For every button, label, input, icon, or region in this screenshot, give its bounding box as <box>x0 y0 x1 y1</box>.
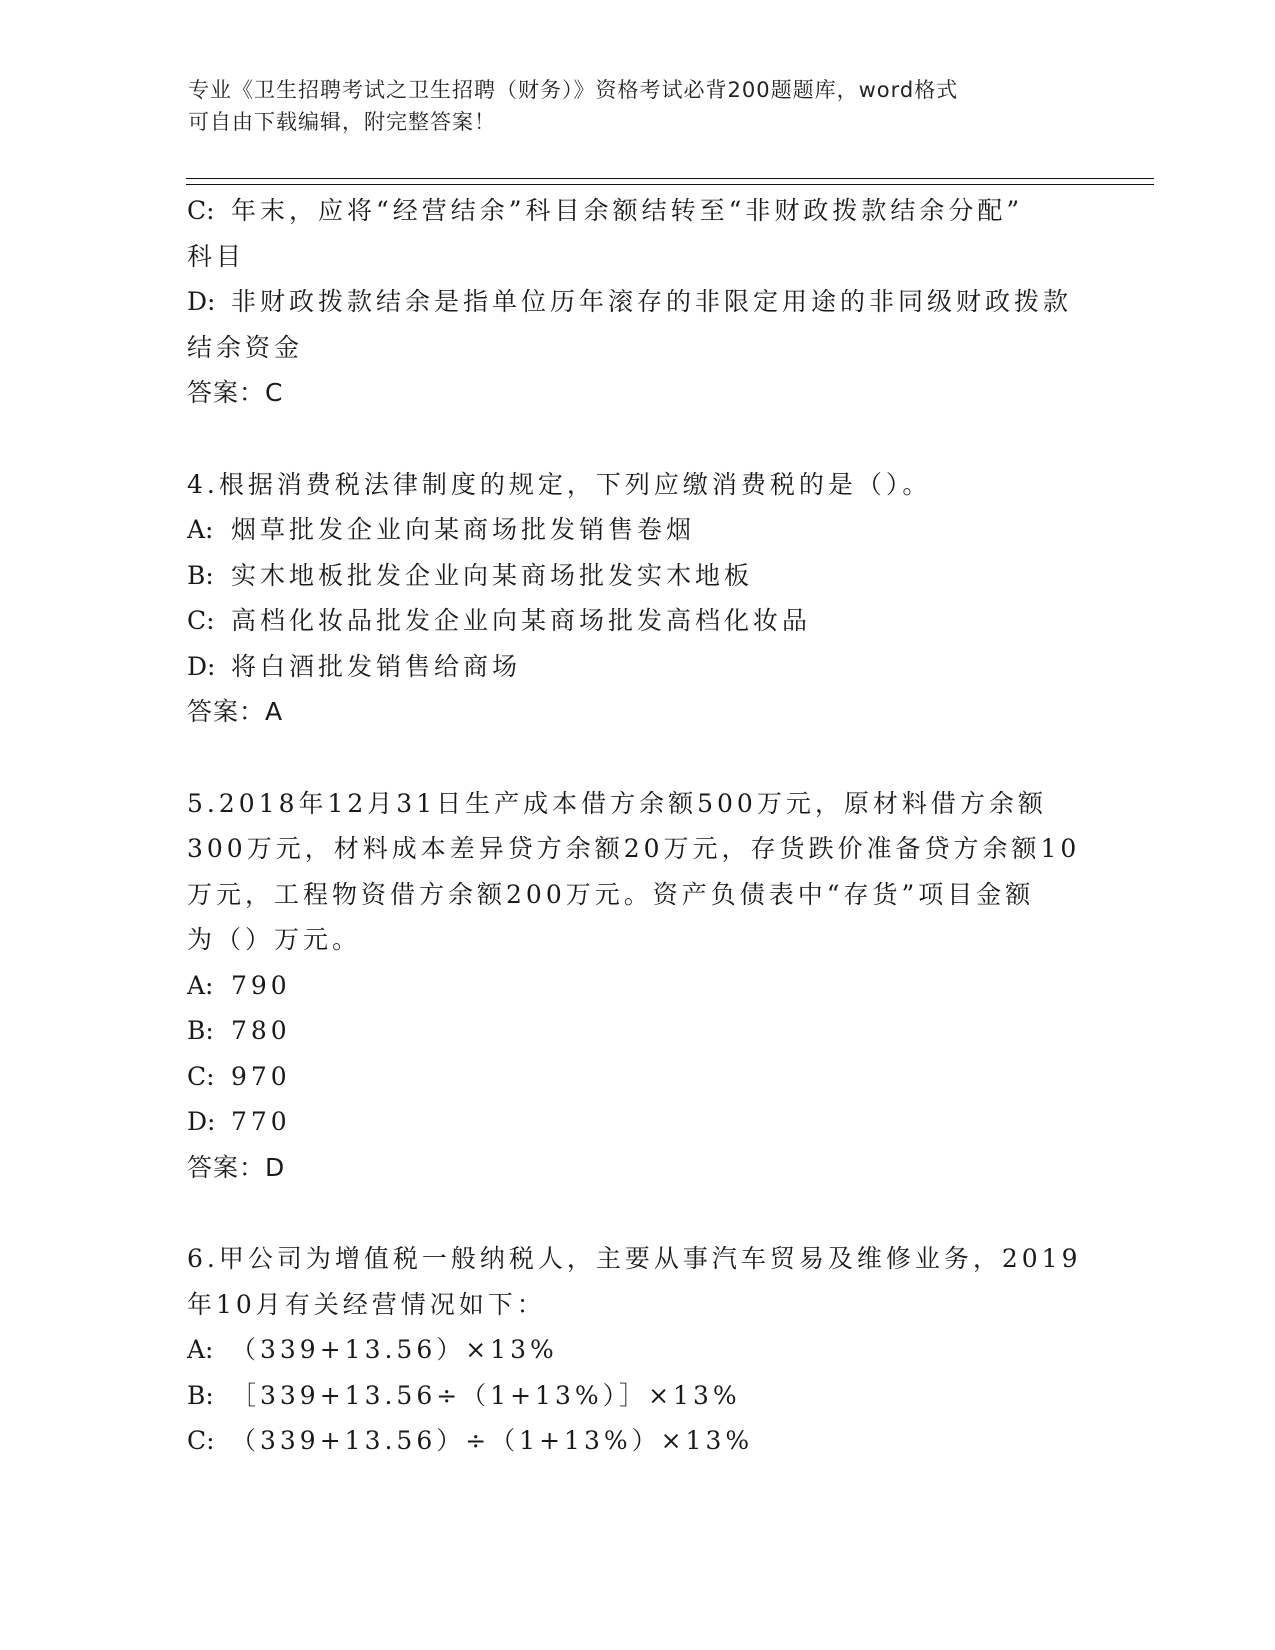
header-divider-top <box>186 178 1154 179</box>
option-b <box>187 553 1087 599</box>
document-body <box>187 188 1087 1464</box>
option-text: 年末，应将“经营结余”科目余额结转至“非财政拨款结余分配” <box>231 196 1024 225</box>
option-text: 高档化妆品批发企业向某商场批发高档化妆品 <box>231 606 812 635</box>
spacer <box>187 416 1087 462</box>
question-3-continued <box>187 188 1087 416</box>
option-text: 实木地板批发企业向某商场批发实木地板 <box>231 560 754 590</box>
answer-line: 答案：D <box>187 1152 286 1182</box>
option-d <box>187 644 1087 690</box>
option-a <box>187 1327 1087 1373</box>
option-label: D: <box>187 1107 216 1136</box>
option-text: 780 <box>231 1016 291 1045</box>
option-a <box>187 963 1087 1009</box>
spacer <box>187 735 1087 781</box>
option-c-continued: 科目 <box>187 241 246 271</box>
option-text: （339+13.56）×13% <box>231 1335 558 1364</box>
option-c <box>187 1418 1087 1464</box>
option-text: 790 <box>231 970 291 1000</box>
option-label: A: <box>187 1335 214 1364</box>
option-label: B: <box>187 1016 214 1045</box>
header-divider-bottom <box>186 184 1154 185</box>
question-stem-line-4: 为（）万元。 <box>187 925 362 954</box>
header-title-line-1: 专业《卫生招聘考试之卫生招聘（财务）》资格考试必背200题题库，word格式 <box>188 78 959 102</box>
option-label: C: <box>187 606 215 635</box>
option-d <box>187 279 1087 325</box>
option-d-continued: 结余资金 <box>187 332 304 362</box>
option-text: ［339+13.56÷（1+13%）］×13% <box>231 1380 741 1410</box>
answer-line: 答案：C <box>187 378 284 407</box>
option-label: C: <box>187 196 215 225</box>
question-stem-line-2: 年10月有关经营情况如下： <box>187 1289 546 1319</box>
option-b <box>187 1008 1087 1054</box>
option-label: C: <box>187 1061 215 1091</box>
option-a <box>187 507 1087 553</box>
question-stem-line-2: 300万元，材料成本差异贷方余额20万元，存货跌价准备贷方余额10 <box>187 834 1081 863</box>
answer-line: 答案：A <box>187 697 284 726</box>
option-text: 非财政拨款结余是指单位历年滚存的非限定用途的非同级财政拨款 <box>231 287 1073 316</box>
document-header <box>188 74 1088 138</box>
option-text: 将白酒批发销售给商场 <box>231 651 522 681</box>
option-label: D: <box>187 651 216 681</box>
question-stem-line-1: 6.甲公司为增值税一般纳税人，主要从事汽车贸易及维修业务，2019 <box>187 1244 1082 1273</box>
option-label: C: <box>187 1426 215 1455</box>
option-text: （339+13.56）÷（1+13%）×13% <box>231 1426 754 1455</box>
option-label: A: <box>187 515 214 544</box>
question-5 <box>187 781 1087 1191</box>
option-c <box>187 598 1087 644</box>
option-c <box>187 1054 1087 1100</box>
question-stem-line-1: 5.2018年12月31日生产成本借方余额500万元，原材料借方余额 <box>187 788 1047 818</box>
question-4 <box>187 462 1087 735</box>
option-label: D: <box>187 287 216 316</box>
question-stem-line-3: 万元，工程物资借方余额200万元。资产负债表中“存货”项目金额 <box>187 879 1035 909</box>
option-label: B: <box>187 560 214 590</box>
spacer <box>187 1190 1087 1236</box>
header-title-line-2: 可自由下载编辑，附完整答案！ <box>188 110 496 134</box>
question-stem: 4.根据消费税法律制度的规定，下列应缴消费税的是（）。 <box>187 469 932 499</box>
question-6 <box>187 1236 1087 1464</box>
option-text: 970 <box>231 1061 291 1091</box>
option-label: A: <box>187 970 214 1000</box>
option-text: 770 <box>231 1107 291 1136</box>
option-d <box>187 1099 1087 1145</box>
option-text: 烟草批发企业向某商场批发销售卷烟 <box>231 515 696 544</box>
option-label: B: <box>187 1380 214 1410</box>
option-b <box>187 1373 1087 1419</box>
option-c <box>187 188 1087 234</box>
